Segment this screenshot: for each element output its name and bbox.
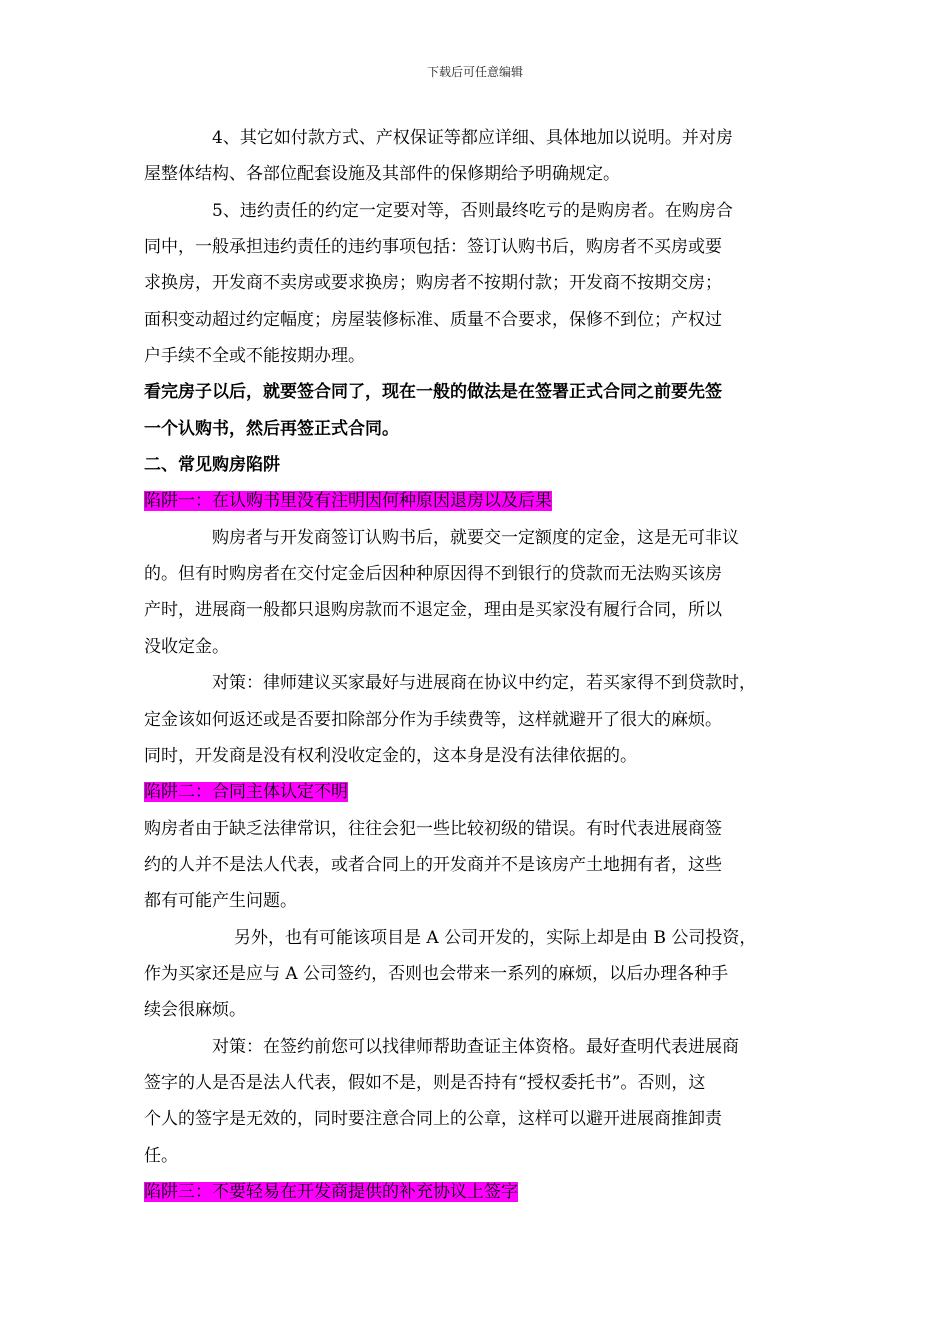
bold-paragraph-line: 看完房子以后，就要签合同了，现在一般的做法是在签署正式合同之前要先签 — [144, 382, 722, 403]
paragraph-line: 另外，也有可能该项目是 A 公司开发的，实际上却是由 B 公司投资， — [234, 927, 757, 948]
paragraph-line: 续会很麻烦。 — [144, 1000, 246, 1021]
paragraph-line: 都有可能产生问题。 — [144, 891, 297, 912]
paragraph-line: 定金该如何返还或是否要扣除部分作为手续费等，这样就避开了很大的麻烦。 — [144, 709, 722, 730]
paragraph-line: 的。但有时购房者在交付定金后因种种原因得不到银行的贷款而无法购买该房 — [144, 564, 722, 585]
paragraph-line: 5、违约责任的约定一定要对等，否则最终吃亏的是购房者。在购房合 — [212, 200, 733, 221]
paragraph-line: 任。 — [144, 1145, 178, 1166]
paragraph-line: 求换房，开发商不卖房或要求换房；购房者不按期付款；开发商不按期交房； — [144, 273, 722, 294]
paragraph-line: 户手续不全或不能按期办理。 — [144, 346, 365, 367]
paragraph-line: 对策：律师建议买家最好与进展商在协议中约定，若买家得不到贷款时， — [212, 673, 756, 694]
paragraph-line: 同中，一般承担违约责任的违约事项包括：签订认购书后，购房者不买房或要 — [144, 237, 722, 258]
paragraph-line: 购房者由于缺乏法律常识，往往会犯一些比较初级的错误。有时代表进展商签 — [144, 818, 722, 839]
paragraph-line: 产时，进展商一般都只退购房款而不退定金，理由是买家没有履行合同，所以 — [144, 600, 722, 621]
page-header: 下载后可任意编辑 — [426, 65, 523, 79]
section-heading: 二、常见购房陷阱 — [144, 455, 280, 476]
paragraph-line: 没收定金。 — [144, 636, 229, 657]
trap-heading-1 — [144, 483, 824, 519]
highlighted-text: 陷阱二：合同主体认定不明 — [144, 782, 348, 803]
paragraph-line: 签字的人是否是法人代表，假如不是，则是否持有“授权委托书”。否则，这 — [144, 1072, 706, 1093]
document-body — [144, 120, 824, 1210]
paragraph-line: 购房者与开发商签订认购书后，就要交一定额度的定金，这是无可非议 — [212, 527, 739, 548]
paragraph-line: 4、其它如付款方式、产权保证等都应详细、具体地加以说明。并对房 — [212, 128, 733, 148]
highlighted-text: 陷阱三：不要轻易在开发商提供的补充协议上签字 — [144, 1181, 518, 1202]
trap-heading-3 — [144, 1174, 824, 1210]
bold-paragraph-line: 一个认购书，然后再签正式合同。 — [144, 418, 399, 439]
paragraph-line: 作为买家还是应与 A 公司签约，否则也会带来一系列的麻烦，以后办理各种手 — [144, 963, 729, 984]
paragraph-line: 面积变动超过约定幅度；房屋装修标准、质量不合要求，保修不到位；产权过 — [144, 309, 722, 330]
paragraph-line: 约的人并不是法人代表，或者合同上的开发商并不是该房产土地拥有者，这些 — [144, 854, 722, 875]
paragraph-line: 同时，开发商是没有权利没收定金的，这本身是没有法律依据的。 — [144, 745, 637, 766]
trap-heading-2 — [144, 774, 824, 810]
paragraph-line: 个人的签字是无效的，同时要注意合同上的公章，这样可以避开进展商推卸责 — [144, 1109, 722, 1130]
highlighted-text: 陷阱一：在认购书里没有注明因何种原因退房以及后果 — [144, 491, 552, 512]
paragraph-line: 屋整体结构、各部位配套设施及其部件的保修期给予明确规定。 — [144, 164, 620, 185]
paragraph-line: 对策：在签约前您可以找律师帮助查证主体资格。最好查明代表进展商 — [212, 1036, 739, 1057]
